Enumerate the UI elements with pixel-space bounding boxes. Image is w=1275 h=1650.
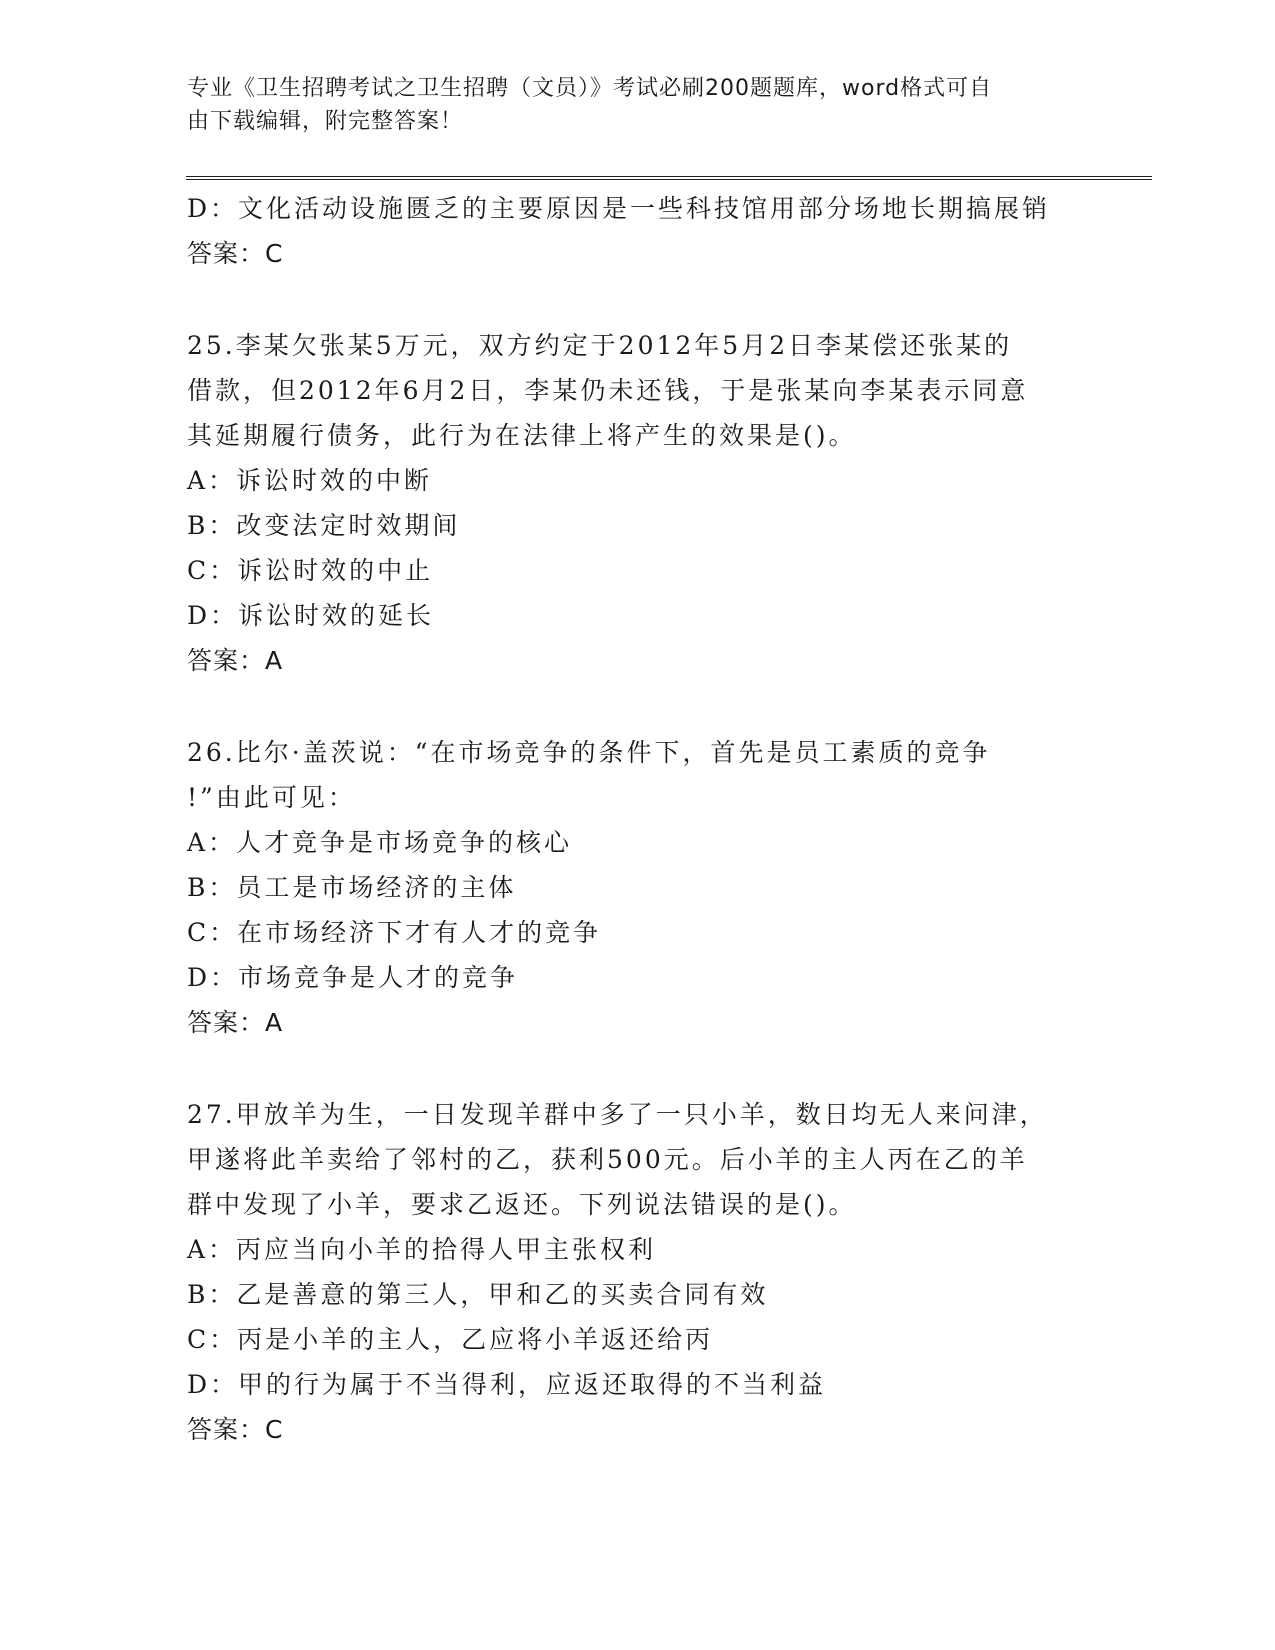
question-stem-line: 甲遂将此羊卖给了邻村的乙，获利500元。后小羊的主人丙在乙的羊 — [187, 1145, 1028, 1174]
question-27 — [187, 1092, 1087, 1452]
question-25 — [187, 323, 1087, 683]
question-stem-line: 25.李某欠张某5万元，双方约定于2012年5月2日李某偿还张某的 — [187, 331, 1013, 360]
option-a: A：人才竞争是市场竞争的核心 — [187, 828, 573, 857]
header-title-line-1: 专业《卫生招聘考试之卫生招聘（文员）》考试必刷200题题库，word格式可自 — [187, 76, 993, 101]
option-c: C：诉讼时效的中止 — [187, 556, 434, 585]
option-d: D：诉讼时效的延长 — [187, 601, 435, 630]
option-b: B：员工是市场经济的主体 — [187, 873, 517, 902]
answer-line: 答案：C — [187, 239, 284, 268]
option-a: A：诉讼时效的中断 — [187, 466, 433, 495]
question-26 — [187, 730, 1087, 1045]
answer-line: 答案：A — [187, 1008, 284, 1037]
question-list — [187, 186, 1087, 1452]
question-stem-line: 27.甲放羊为生，一日发现羊群中多了一只小羊，数日均无人来问津， — [187, 1100, 1048, 1129]
question-stem-line: 26.比尔·盖茨说：“在市场竞争的条件下，首先是员工素质的竞争 — [187, 738, 991, 767]
option-d: D：文化活动设施匮乏的主要原因是一些科技馆用部分场地长期搞展销 — [187, 194, 1051, 223]
option-b: B：乙是善意的第三人，甲和乙的买卖合同有效 — [187, 1280, 769, 1309]
answer-line: 答案：C — [187, 1415, 284, 1444]
previous-question-tail — [187, 186, 1087, 276]
option-c: C：在市场经济下才有人才的竞争 — [187, 918, 602, 947]
question-stem-line: 群中发现了小羊，要求乙返还。下列说法错误的是()。 — [187, 1190, 857, 1219]
option-d: D：甲的行为属于不当得利，应返还取得的不当利益 — [187, 1370, 827, 1399]
option-c: C：丙是小羊的主人，乙应将小羊返还给丙 — [187, 1325, 714, 1354]
question-stem-line: !”由此可见： — [187, 783, 356, 812]
header-title-line-2: 由下载编辑，附完整答案！ — [187, 109, 464, 134]
option-b: B：改变法定时效期间 — [187, 511, 461, 540]
header-divider — [186, 176, 1152, 180]
option-a: A：丙应当向小羊的拾得人甲主张权利 — [187, 1235, 657, 1264]
question-stem-line: 借款，但2012年6月2日，李某仍未还钱，于是张某向李某表示同意 — [187, 376, 1029, 405]
page-header — [187, 72, 1067, 138]
question-stem-line: 其延期履行债务，此行为在法律上将产生的效果是()。 — [187, 421, 857, 450]
option-d: D：市场竞争是人才的竞争 — [187, 963, 519, 992]
answer-line: 答案：A — [187, 646, 284, 675]
